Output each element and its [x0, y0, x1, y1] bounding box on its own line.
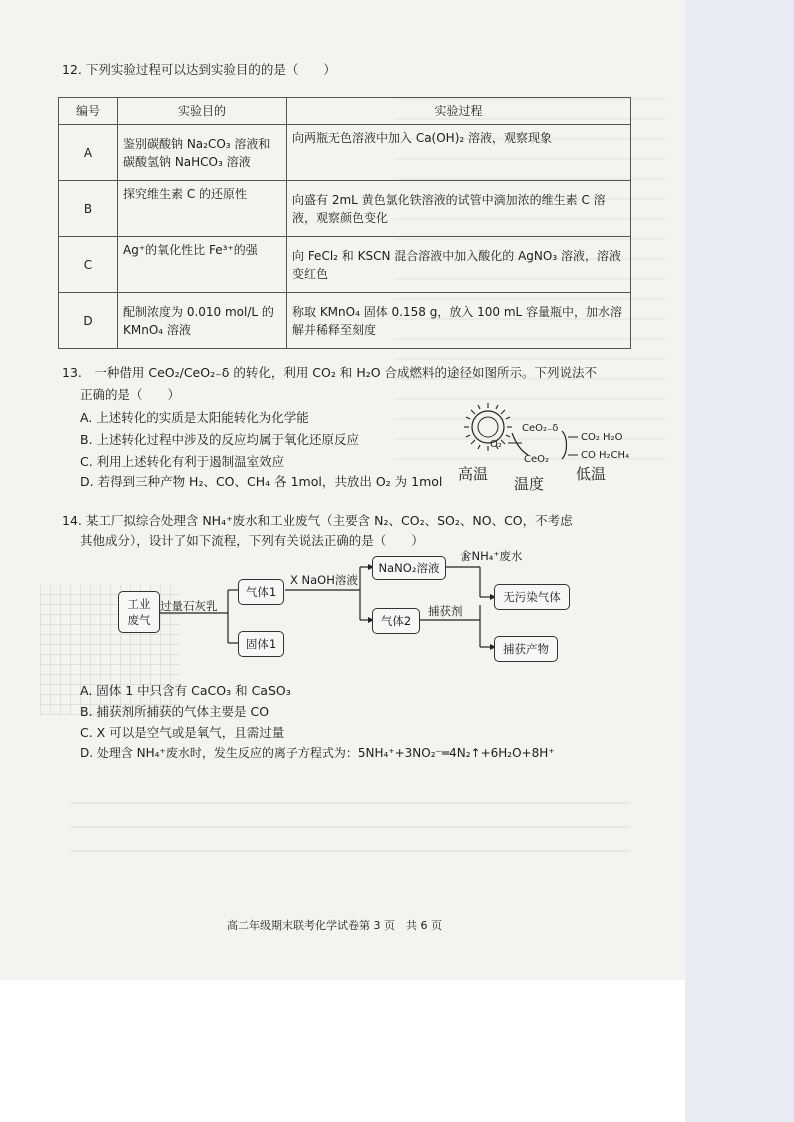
label-ceo2: CeO₂: [524, 454, 550, 465]
solid1-box: 固体1: [238, 631, 284, 657]
row-id: B: [59, 181, 118, 237]
cycle-arrow-left: [512, 433, 528, 455]
row-proc: 称取 KMnO₄ 固体 0.158 g，放入 100 mL 容量瓶中，加水溶解并稀释至刻度: [287, 293, 631, 349]
label-low-temp: 低温: [576, 465, 607, 483]
q14-stem-line2: 其他成分），设计了如下流程，下列有关说法正确的是（ ）: [80, 533, 424, 548]
row-goal: 鉴别碳酸钠 Na₂CO₃ 溶液和碳酸氢钠 NaHCO₃ 溶液: [118, 125, 287, 181]
page-footer: 高二年级期末联考化学试卷第 3 页 共 6 页: [227, 919, 442, 932]
q12-stem: 12. 下列实验过程可以达到实验目的的是（ ）: [62, 62, 336, 77]
row-id: D: [59, 293, 118, 349]
clean-gas-box: 无污染气体: [494, 584, 570, 610]
header-id: 编号: [59, 98, 118, 125]
label-o2: O₂: [490, 439, 502, 450]
label-ceo2-delta: CeO₂₋δ: [522, 423, 559, 434]
captured-product-box: 捕获产物: [494, 636, 558, 662]
industrial-gas-label-2: 废气: [127, 613, 151, 627]
row-goal: 探究维生素 C 的还原性: [118, 181, 287, 237]
q13-option-d: D. 若得到三种产物 H₂、CO、CH₄ 各 1mol，共放出 O₂ 为 1mol: [80, 474, 443, 489]
industrial-gas-box: [118, 591, 160, 633]
row-proc: 向盛有 2mL 黄色氯化铁溶液的试管中滴加浓的维生素 C 溶液，观察颜色变化: [287, 181, 631, 237]
cycle-arrow-right: [562, 431, 567, 459]
sun-icon: [464, 403, 512, 451]
q14-option-d: D. 处理含 NH₄⁺废水时，发生反应的离子方程式为：5NH₄⁺+3NO₂⁻═4N₂↑+6H₂O+8H⁺: [80, 746, 555, 760]
q13-option-b: B. 上述转化过程中涉及的反应均属于氧化还原反应: [80, 432, 360, 447]
q13-option-a: A. 上述转化的实质是太阳能转化为化学能: [80, 410, 309, 425]
table-row: [59, 181, 631, 237]
lime-label: 过量石灰乳: [160, 599, 218, 613]
scan-margin-bottom: [0, 980, 685, 1122]
label-high-temp: 高温: [458, 465, 489, 483]
nh4-wastewater-label: 含NH₄⁺废水: [460, 549, 523, 563]
q14-option-c: C. X 可以是空气或是氧气，且需过量: [80, 725, 285, 740]
q13-stem-line2: 正确的是（ ）: [80, 387, 181, 402]
table-row: [59, 237, 631, 293]
q13-cycle-diagram: [450, 395, 650, 495]
scan-margin-right: [685, 0, 794, 1122]
label-outputs: CO H₂CH₄: [581, 450, 630, 461]
row-goal: 配制浓度为 0.010 mol/L 的 KMnO₄ 溶液: [118, 293, 287, 349]
q14-option-b: B. 捕获剂所捕获的气体主要是 CO: [80, 704, 270, 719]
q14-stem-line1: 14. 某工厂拟综合处理含 NH₄⁺废水和工业废气（主要含 N₂、CO₂、SO₂、NO、CO，不考虑: [62, 513, 573, 528]
header-proc: 实验过程: [287, 98, 631, 125]
nano2-box: NaNO₂溶液: [372, 556, 446, 580]
row-id: C: [59, 237, 118, 293]
q12-table: [58, 97, 631, 349]
x-naoh-label: X NaOH溶液: [290, 573, 358, 587]
q13-option-c: C. 利用上述转化有利于遏制温室效应: [80, 454, 285, 469]
row-goal: Ag⁺的氧化性比 Fe³⁺的强: [118, 237, 287, 293]
catcher-label: 捕获剂: [428, 604, 463, 618]
row-proc: 向 FeCl₂ 和 KSCN 混合溶液中加入酸化的 AgNO₃ 溶液，溶液变红色: [287, 237, 631, 293]
header-goal: 实验目的: [118, 98, 287, 125]
row-id: A: [59, 125, 118, 181]
row-proc: 向两瓶无色溶液中加入 Ca(OH)₂ 溶液，观察现象: [287, 125, 631, 181]
label-temperature: 温度: [514, 475, 545, 493]
gas1-box: 气体1: [238, 579, 284, 605]
table-row: [59, 125, 631, 181]
industrial-gas-label-1: 工业: [127, 597, 151, 611]
q13-stem-line1: 13. 一种借用 CeO₂/CeO₂₋δ 的转化，利用 CO₂ 和 H₂O 合成燃料的途径如图所示。下列说法不: [62, 365, 598, 380]
table-header-row: [59, 98, 631, 125]
table-row: [59, 293, 631, 349]
gas2-box: 气体2: [372, 608, 420, 634]
label-inputs: CO₂ H₂O: [581, 432, 623, 443]
q14-option-a: A. 固体 1 中只含有 CaCO₃ 和 CaSO₃: [80, 683, 291, 698]
bleed-through-lines: [70, 780, 630, 860]
